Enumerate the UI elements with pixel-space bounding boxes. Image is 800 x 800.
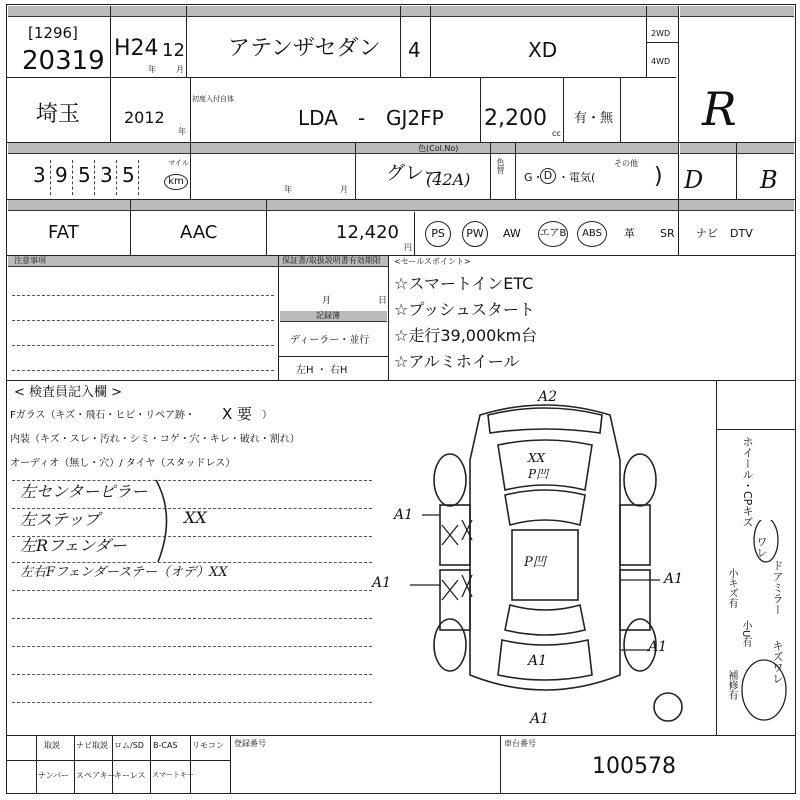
drive-split [646,42,678,43]
col-line [490,143,491,199]
model-code-dash: - [358,106,366,130]
row-line-5 [6,380,716,381]
fuel-prefix: G・ [524,171,544,184]
mark-a1-left-upper: A1 [394,507,414,523]
handle-side: R [702,82,737,136]
dealer-import: ディーラー・並行 [290,335,370,346]
glass-close: ） [262,410,272,421]
col-line [515,143,516,199]
header-strip-row1-right [680,6,794,17]
fuel-other-label: その他 [614,159,638,168]
sales-point-3: ☆走行39,000km台 [394,326,538,345]
header-strip-row3 [8,143,678,154]
bracket-mark [150,476,190,566]
mileage-digit-5: 5 [122,163,135,187]
header-strip-row3-right [680,143,794,154]
first-reg-year-mark: 年 [178,127,186,136]
mark-a1-right-upper: A1 [664,571,684,587]
drive-2wd: 2WD [651,29,671,38]
fuel-suffix: ・電気( [558,171,596,184]
mark-a1-left-lower: A1 [372,575,392,591]
mark-pudge-mid: P凹 [524,555,546,570]
interior-grade: D [684,166,704,194]
year-suffix: 年 [148,65,156,74]
col-line [110,6,111,142]
fuel-diesel: D [540,168,556,184]
footer-mid-line [6,760,230,761]
side-col-4: キズワレ [771,640,784,684]
mark-pudge-top: P凹 [528,467,549,481]
glass-mark: X 要 [222,405,253,423]
region: 埼玉 [36,102,81,127]
footer-col [230,735,231,794]
era-year: H24 [114,36,159,61]
equip-ps: PS [425,221,451,247]
owner-manual: 有・無 [574,111,614,126]
mark-a1-rear: A1 [528,653,548,669]
color-label: 色(Col.No) [418,144,459,153]
digit-sep [138,160,139,195]
mileage-unit: km [164,174,188,190]
footer-col [500,735,501,794]
row-line [278,356,388,357]
note-line [12,370,274,371]
first-reg-label: 初度入付自体 [192,95,234,103]
digit-sep [94,160,95,195]
header-strip-row4 [8,200,794,211]
col-line [430,6,431,77]
handwritten-xx: XX [184,508,207,527]
inspection-year: 年 [284,185,292,194]
sales-point-1: ☆スマートインETC [394,274,534,293]
inspector-line [12,562,372,563]
digit-sep [50,160,51,195]
model-name: アテンザセダン [228,36,381,61]
col-line [620,77,621,142]
handle-lr: 左H ・ 右H [296,365,348,376]
mileage-digit-4: 3 [100,163,113,187]
note-line [12,320,274,321]
color-code: (42A) [426,170,471,189]
footer-col [112,735,113,794]
recycle-fee: 12,420 [336,222,399,243]
footer-keyless: キーレス [114,771,146,780]
handwritten-note-4: 左右Fフェンダーステー（オデ）XX [20,565,228,580]
footer-manual: 取説 [44,741,60,750]
notes-label: 注意事項 [14,256,46,265]
model-code-prefix: LDA [298,106,338,130]
mileage-digit-2: 9 [55,163,68,187]
mileage-digit-1: 3 [33,163,46,187]
col-line [480,77,481,142]
footer-col [190,735,191,794]
reg-month: 12 [162,40,185,61]
equip-airbag: エアB [538,221,568,247]
side-col-1: ホイール・CPキズ [741,436,754,528]
sales-points-label: <セールスポイント> [394,257,471,266]
cc-unit: cc [552,129,561,138]
footer-rom-sd: ロム/SD [114,741,144,750]
mileage-unit-top: マイル [168,159,189,167]
inspector-line [12,590,372,591]
first-reg-year: 2012 [124,108,165,127]
grade: XD [528,38,558,62]
mark-a2-top: A2 [538,389,558,405]
sales-point-4: ☆アルミホイール [394,352,520,371]
col-line [266,200,267,255]
side-col-2: ワレ [755,536,768,558]
interior-note: 内装（キズ・スレ・汚れ・シミ・コゲ・穴・キレ・破れ・割れ） [10,434,300,445]
mileage-digit-3: 5 [78,163,91,187]
color-change-label: 色替 [496,158,505,174]
inspector-line [12,480,372,481]
side-circle-marks [716,520,796,730]
handwritten-note-3: 左Rフェンダー [20,536,127,555]
door-count: 4 [408,38,421,62]
lot-number: 20319 [22,46,105,76]
inspector-line [12,618,372,619]
glass-note: Fガラス（キズ・飛石・ヒビ・リペア跡・ [10,410,196,421]
color: グレー [386,162,444,184]
col-line [678,6,679,256]
col-line [355,143,356,199]
digit-sep [72,160,73,195]
note-line [12,345,274,346]
chassis-number: 100578 [592,754,676,779]
sales-point-2: ☆プッシュスタート [394,300,535,319]
mark-a1-bottom: A1 [530,711,550,727]
footer-bcas: B-CAS [153,741,178,750]
equip-dtv: DTV [730,227,753,240]
footer-col [36,735,37,794]
equip-navi: ナビ [696,227,718,240]
col-line [736,143,737,199]
footer-spare-key: スペアキー [76,771,116,780]
col-line [563,77,564,142]
equip-leather: 革 [624,227,635,240]
mark-xx-top: XX [528,451,546,465]
small-dent: 小U有 [740,620,751,648]
small-scratch: 小キズ有 [726,568,737,608]
equip-abs: ABS [577,221,607,247]
model-code: GJ2FP [386,106,444,130]
mark-a1-right-lower: A1 [648,639,668,655]
col-line [388,256,389,380]
footer-reg-label: 登録番号 [234,739,266,748]
equip-pw: PW [462,221,488,247]
col-line [278,256,279,380]
col-line [400,6,401,77]
footer-navi-manual: ナビ取説 [76,741,108,750]
footer-smart-key: スマートキー [152,771,194,779]
lot-prefix: [1296] [28,24,78,42]
drive-4wd: 4WD [651,57,671,66]
inspector-line [12,646,372,647]
footer-col [150,735,151,794]
header-strip-row1 [8,6,678,17]
fuel-close: ) [654,164,663,189]
row-line-footer [6,735,796,736]
note-line [12,295,274,296]
audio-note: オーディオ（無し・穴）/ タイヤ（スタッドレス） [10,458,236,469]
equip-aw: AW [503,227,521,240]
equip-sr: SR [660,227,675,240]
exterior-grade: B [760,166,778,194]
warranty-month: 月 [322,296,332,306]
inspection-month: 月 [340,185,348,194]
footer-number-plate: ナンバー [38,771,70,780]
col-line [130,200,131,255]
yen-label: 円 [404,243,412,252]
inspector-label: < 検査員記入欄 > [14,385,123,400]
handwritten-note-2: 左ステップ [20,510,100,529]
side-panel-top [716,380,796,430]
warranty-day: 日 [378,296,388,306]
warranty-label: 保証書/取扱説明書有効期限 [282,256,381,265]
record-book-label: 記録簿 [316,311,340,320]
col-line [414,212,415,255]
side-col-3: ドアミラー [771,560,784,615]
repaired: 補修有 [726,670,737,700]
month-suffix: 月 [176,65,184,74]
aircon: AAC [180,222,218,243]
inspector-line [12,674,372,675]
col-line [190,77,191,142]
digit-sep [116,160,117,195]
handwritten-note-1: 左センターピラー [20,482,148,501]
displacement: 2,200 [484,106,547,131]
transmission: FAT [48,222,79,243]
col-line [186,6,187,77]
inspector-line [12,702,372,703]
col-line [190,143,191,199]
row-line-1 [6,77,676,78]
footer-remote: リモコン [192,741,224,750]
footer-chassis-label: 車台番号 [504,739,536,748]
footer-col [74,735,75,794]
